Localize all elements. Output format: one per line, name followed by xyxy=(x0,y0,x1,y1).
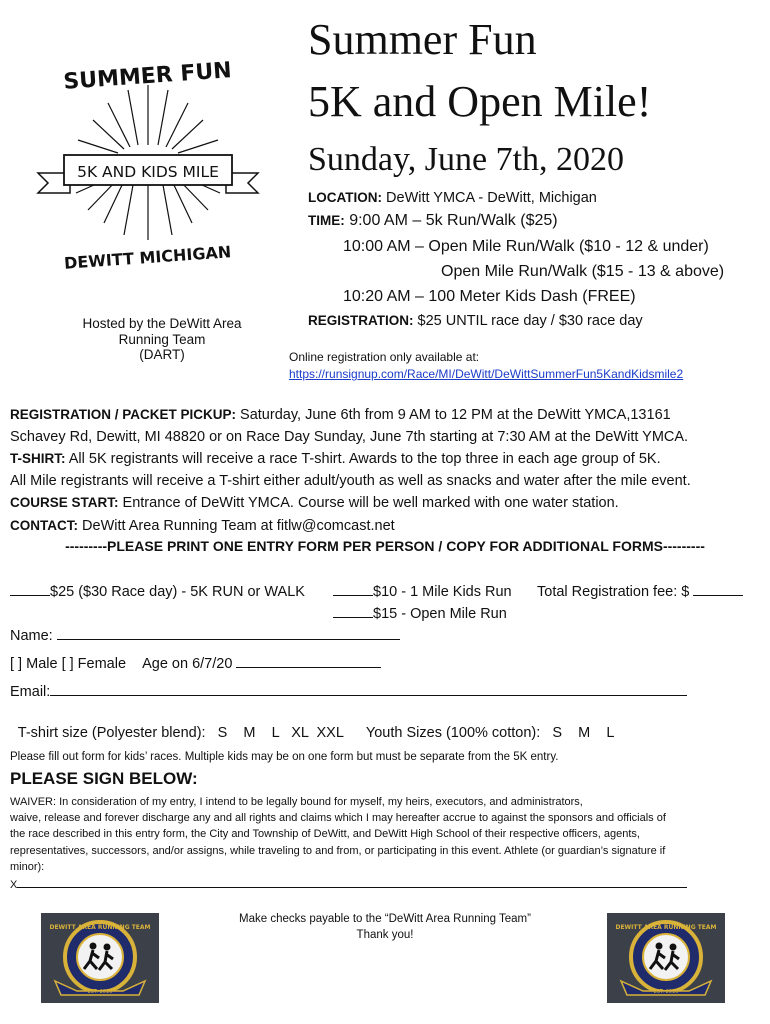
age-label: Age on 6/7/20 xyxy=(142,656,233,672)
host-line3: (DART) xyxy=(139,347,185,362)
tshirt-text2: All Mile registrants will receive a T-shirt either adult/youth as well as snacks and water after the mile event. xyxy=(10,472,691,489)
signature-x: X xyxy=(10,879,18,892)
dart-badge-left-art xyxy=(41,913,159,1003)
contact-label: CONTACT: xyxy=(10,517,78,533)
print-notice: ---------PLEASE PRINT ONE ENTRY FORM PER PERSON / COPY FOR ADDITIONAL FORMS--------- xyxy=(65,538,705,554)
tshirt-text1: All 5K registrants will receive a race T-shirt. Awards to the top three in each age group of 5K. xyxy=(68,451,661,467)
email-row[interactable] xyxy=(10,681,687,700)
blank-kids[interactable] xyxy=(333,581,373,596)
contact-text: DeWitt Area Running Team at fitlw@comcast.net xyxy=(82,517,395,534)
name-field[interactable] xyxy=(57,625,400,640)
youth-size-options[interactable]: Youth Sizes (100% cotton): S M L xyxy=(365,725,615,741)
total-fee-label: Total Registration fee: $ xyxy=(537,584,690,600)
signature-row[interactable] xyxy=(10,875,770,893)
waiver-line4: representatives, successors, and/or assigns, while traveling to and from, or participating in this event. Athlete (or guardian’s signature if xyxy=(10,844,666,857)
online-text: Online registration only available at: xyxy=(289,350,480,364)
registration-link[interactable]: https://runsignup.com/Race/MI/DeWitt/DeWittSummerFun5KandKidsmile2 xyxy=(289,367,684,381)
dart-badge-right-art xyxy=(607,913,725,1003)
age-field[interactable] xyxy=(236,653,381,668)
time-label: TIME: xyxy=(308,213,345,228)
packet-label: REGISTRATION / PACKET PICKUP: xyxy=(10,407,237,422)
tshirt-size-row[interactable] xyxy=(10,709,614,741)
dart-badge-left xyxy=(41,913,159,1003)
time-line-3: Open Mile Run/Walk ($15 - 13 & above) xyxy=(441,263,725,280)
event-date: Sunday, June 7th, 2020 xyxy=(308,141,625,178)
dart-badge-right xyxy=(607,913,725,1003)
summer-fun-logo xyxy=(28,45,268,285)
course-label: COURSE START: xyxy=(10,495,119,510)
time-line-1: 9:00 AM – 5k Run/Walk ($25) xyxy=(349,212,558,229)
checks-note xyxy=(175,911,595,943)
location-label: LOCATION: xyxy=(308,190,382,205)
total-fee[interactable] xyxy=(537,581,743,600)
tshirt-label: T-SHIRT: xyxy=(10,451,66,466)
details-block xyxy=(10,404,765,537)
option-open-label: $15 - Open Mile Run xyxy=(373,606,507,622)
badge-left-text: DEWITT AREA RUNNING TEAM xyxy=(49,924,151,931)
tshirt-size-options[interactable]: T-shirt size (Polyester blend): S M L XL XXL xyxy=(17,725,344,741)
badge-right-text: DEWITT AREA RUNNING TEAM xyxy=(615,924,717,931)
waiver-line5: minor): xyxy=(10,860,45,873)
host-line2: Running Team xyxy=(118,331,206,347)
kids-note: Please fill out form for kids’ races. Multiple kids may be on one form but must be separate from the 5K entry. xyxy=(10,751,559,763)
gender-options[interactable]: [ ] Male [ ] Female xyxy=(10,656,127,672)
host-block xyxy=(62,316,262,363)
location-value: DeWitt YMCA - DeWitt, Michigan xyxy=(386,190,597,206)
email-field[interactable] xyxy=(50,681,687,696)
blank-5k[interactable] xyxy=(10,581,50,596)
location-row xyxy=(308,190,597,206)
course-text: Entrance of DeWitt YMCA. Course will be well marked with one water station. xyxy=(122,495,619,511)
name-row[interactable] xyxy=(10,625,400,644)
title-line1: Summer Fun xyxy=(308,15,537,64)
registration-row xyxy=(308,313,643,329)
email-label: Email: xyxy=(10,684,51,700)
blank-open[interactable] xyxy=(333,603,373,618)
option-open[interactable] xyxy=(333,603,507,622)
badge-left-sub: EST. 2016 xyxy=(87,989,113,995)
packet-text1: Saturday, June 6th from 9 AM to 12 PM at the DeWitt YMCA,13161 xyxy=(240,407,671,423)
packet-text2: Schavey Rd, Dewitt, MI 48820 or on Race Day Sunday, June 7th starting at 7:30 AM at the DeWitt YMCA. xyxy=(10,428,689,445)
option-kids[interactable] xyxy=(333,581,512,600)
gender-age-row[interactable] xyxy=(10,653,381,672)
title-line2: 5K and Open Mile! xyxy=(308,77,652,126)
total-fee-blank[interactable] xyxy=(693,581,743,596)
signature-field[interactable] xyxy=(17,875,687,888)
time-row xyxy=(308,212,558,230)
registration-value: $25 UNTIL race day / $30 race day xyxy=(417,313,643,329)
logo-bottom-text: DEWITT MICHIGAN xyxy=(63,242,232,273)
checks-line: Make checks payable to the “DeWitt Area Running Team” xyxy=(239,913,531,925)
host-line1: Hosted by the DeWitt Area xyxy=(82,316,242,331)
name-label: Name: xyxy=(10,628,53,644)
waiver-text xyxy=(10,794,770,893)
waiver-line2: waive, release and forever discharge any and all rights and claims which I may hereafter accrue to against the sponsors and officials of xyxy=(10,812,666,825)
option-kids-label: $10 - 1 Mile Kids Run xyxy=(373,584,512,600)
time-line-2: 10:00 AM – Open Mile Run/Walk ($10 - 12 & under) xyxy=(343,238,709,255)
option-5k-label: $25 ($30 Race day) - 5K RUN or WALK xyxy=(50,584,305,600)
thanks-line: Thank you! xyxy=(356,929,414,941)
sign-heading: PLEASE SIGN BELOW: xyxy=(10,769,198,788)
logo-banner-text: 5K AND KIDS MILE xyxy=(77,163,219,181)
waiver-line1: WAIVER: In consideration of my entry, I intend to be legally bound for myself, my heirs, executors, and administrators, xyxy=(10,796,583,808)
option-5k[interactable] xyxy=(10,581,305,600)
time-line-4: 10:20 AM – 100 Meter Kids Dash (FREE) xyxy=(343,288,636,305)
registration-label: REGISTRATION: xyxy=(308,313,414,328)
logo-top-text: SUMMER FUN xyxy=(62,58,233,95)
badge-right-sub: EST. 2016 xyxy=(653,989,679,995)
waiver-line3: the race described in this entry form, the City and Township of DeWitt, and DeWitt High School of their respective officers, agents, xyxy=(10,828,640,841)
